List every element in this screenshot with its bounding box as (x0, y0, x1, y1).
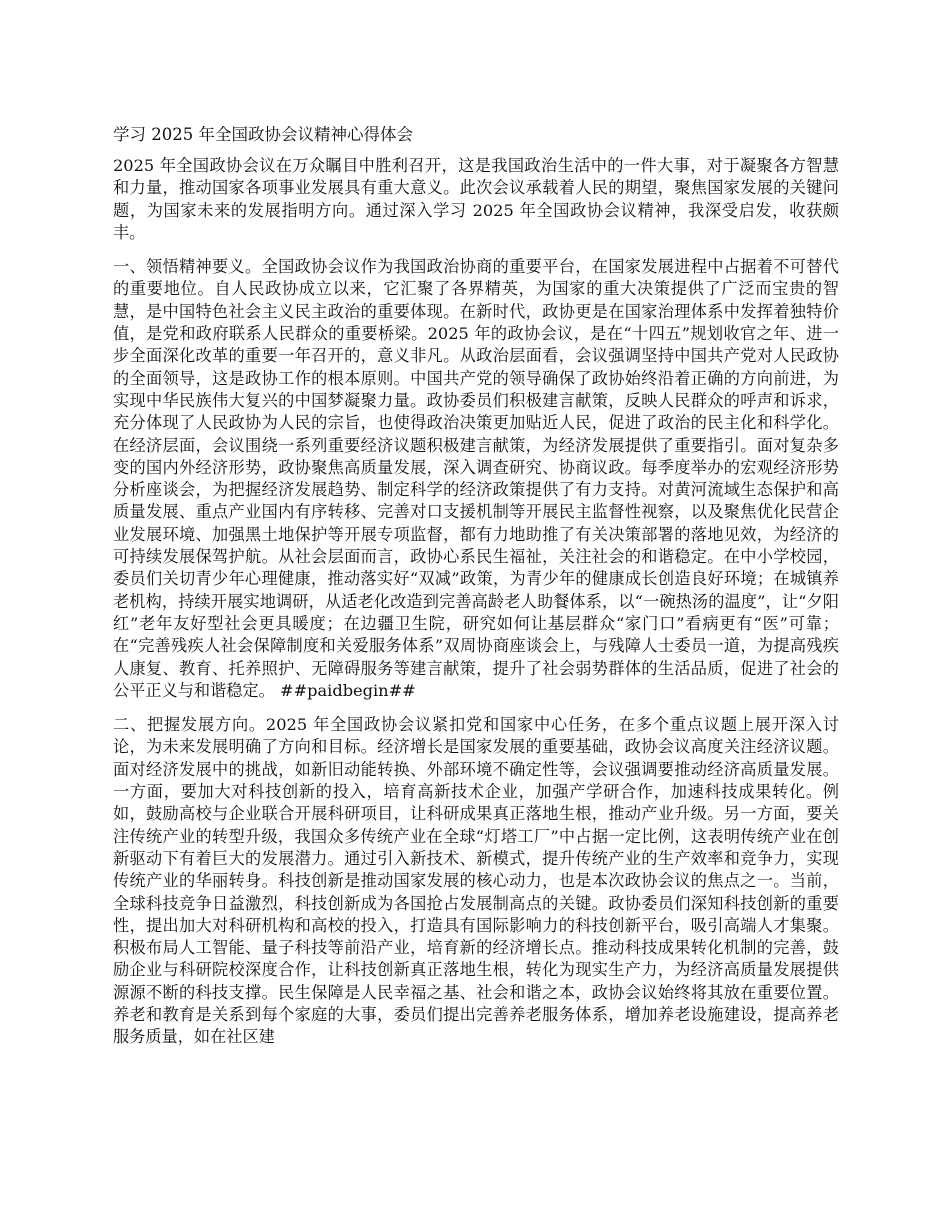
document-title: 学习 2025 年全国政协会议精神心得体会 (113, 125, 413, 144)
document-page (113, 124, 839, 1061)
paragraph-section-1: 一、领悟精神要义。全国政协会议作为我国政治协商的重要平台，在国家发展进程中占据着不可替代的重要地位。自人民政协成立以来，它汇聚了各界精英，为国家的重大决策提供了广泛而宝贵的智慧，是中国特色社会主义民主政治的重要体现。在新时代，政协更是在国家治理体系中发挥着独特价值，是党和政府联系人民群众的重要桥梁。2025 年的政协会议，是在“十四五”规划收官之年、进一步全面深化改革的重要一年召开的，意义非凡。从政治层面看，会议强调坚持中国共产党对人民政协的全面领导，这是政协工作的根本原则。中国共产党的领导确保了政协始终沿着正确的方向前进，为实现中华民族伟大复兴的中国梦凝聚力量。政协委员们积极建言献策，反映人民群众的呼声和诉求，充分体现了人民政协为人民的宗旨，也使得政治决策更加贴近人民，促进了政治的民主化和科学化。在经济层面，会议围绕一系列重要经济议题积极建言献策，为经济发展提供了重要指引。面对复杂多变的国内外经济形势，政协聚焦高质量发展，深入调查研究、协商议政。每季度举办的宏观经济形势分析座谈会，为把握经济发展趋势、制定科学的经济政策提供了有力支持。对黄河流域生态保护和高质量发展、重点产业国内有序转移、完善对口支援机制等开展民主监督性视察，以及聚焦优化民营企业发展环境、加强黑土地保护等开展专项监督，都有力地助推了有关决策部署的落地见效，为经济的可持续发展保驾护航。从社会层面而言，政协心系民生福祉，关注社会的和谐稳定。在中小学校园，委员们关切青少年心理健康，推动落实好“双减”政策，为青少年的健康成长创造良好环境；在城镇养老机构，持续开展实地调研，从适老化改造到完善高龄老人助餐体系，以“一碗热汤的温度”，让“夕阳红”老年友好型社会更具暖度；在边疆卫生院，研究如何让基层群众“家门口”看病更有“医”可靠；在“完善残疾人社会保障制度和关爱服务体系”双周协商座谈会上，与残障人士委员一道，为提高残疾人康复、教育、托养照护、无障碍服务等建言献策，提升了社会弱势群体的生活品质，促进了社会的公平正义与和谐稳定。 ##paidbegin## (113, 257, 839, 700)
paragraph-intro: 2025 年全国政协会议在万众瞩目中胜利召开，这是我国政治生活中的一件大事，对于凝聚各方智慧和力量，推动国家各项事业发展具有重大意义。此次会议承载着人民的期望，聚焦国家发展的关键问题，为国家未来的发展指明方向。通过深入学习 2025 年全国政协会议精神，我深受启发，收获颇丰。 (113, 156, 839, 242)
paragraph-section-2: 二、把握发展方向。2025 年全国政协会议紧扣党和国家中心任务，在多个重点议题上展开深入讨论，为未来发展明确了方向和目标。经济增长是国家发展的重要基础，政协会议高度关注经济议题。面对经济发展中的挑战，如新旧动能转换、外部环境不确定性等，会议强调要推动经济高质量发展。一方面，要加大对科技创新的投入，培育高新技术企业，加强产学研合作，加速科技成果转化。例如，鼓励高校与企业联合开展科研项目，让科研成果真正落地生根，推动产业升级。另一方面，要关注传统产业的转型升级，我国众多传统产业在全球“灯塔工厂”中占据一定比例，这表明传统产业在创新驱动下有着巨大的发展潜力。通过引入新技术、新模式，提升传统产业的生产效率和竞争力，实现传统产业的华丽转身。科技创新是推动国家发展的核心动力，也是本次政协会议的焦点之一。当前，全球科技竞争日益激烈，科技创新成为各国抢占发展制高点的关键。政协委员们深知科技创新的重要性，提出加大对科研机构和高校的投入，打造具有国际影响力的科技创新平台，吸引高端人才集聚。积极布局人工智能、量子科技等前沿产业，培育新的经济增长点。推动科技成果转化机制的完善，鼓励企业与科研院校深度合作，让科技创新真正落地生根，转化为现实生产力，为经济高质量发展提供源源不断的科技支撑。民生保障是人民幸福之基、社会和谐之本，政协会议始终将其放在重要位置。养老和教育是关系到每个家庭的大事，委员们提出完善养老服务体系，增加养老设施建设，提高养老服务质量，如在社区建 (113, 715, 839, 1047)
